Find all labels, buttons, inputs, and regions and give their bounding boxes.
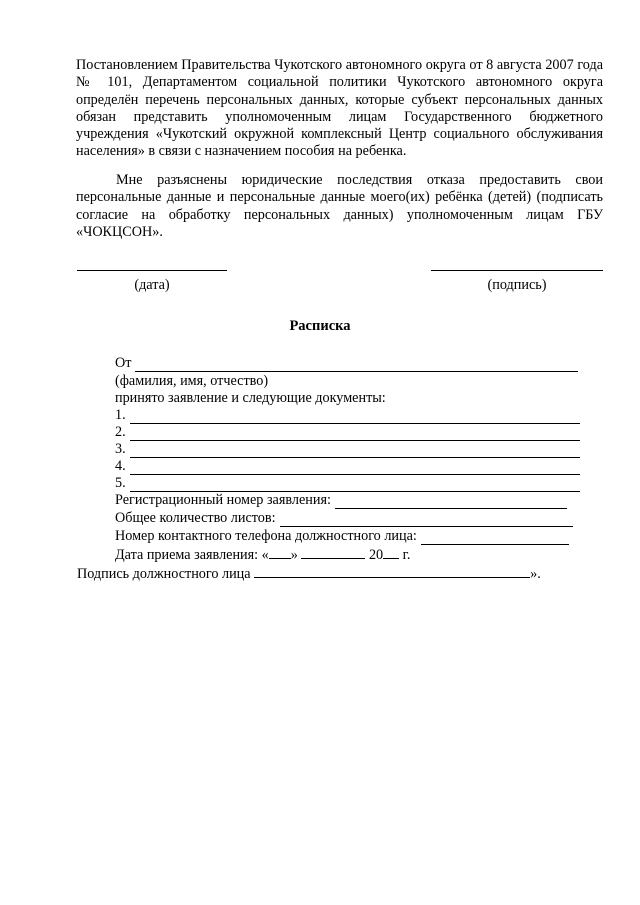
official-sign-end: ».	[530, 566, 541, 582]
date-received-row	[115, 546, 410, 563]
from-label: От	[115, 355, 132, 371]
from-row	[115, 355, 578, 372]
document-field[interactable]	[130, 445, 580, 458]
official-sign-row	[77, 565, 541, 582]
document-field[interactable]	[130, 411, 580, 424]
consent-paragraph: Мне разъяснены юридические последствия отказа предоставить свои персональные данные и персональные данные моего(их) ребёнка (детей) (подписать согласие на обработку персональных данных) уполномоченным лицам ГБУ «ЧОКЦСОН».	[76, 172, 603, 240]
day-field[interactable]	[269, 546, 291, 559]
document-row	[115, 475, 580, 492]
fio-hint: (фамилия, имя, отчество)	[115, 373, 269, 389]
year-suffix: г.	[402, 547, 411, 563]
document-field[interactable]	[130, 479, 580, 492]
document-number: 3.	[115, 441, 126, 457]
date-mid: »	[290, 547, 298, 563]
document-row	[115, 441, 580, 458]
reg-number-label: Регистрационный номер заявления:	[115, 492, 331, 508]
accepted-text: принято заявление и следующие документы:	[115, 390, 386, 406]
sheets-field[interactable]	[280, 514, 573, 527]
from-field[interactable]	[135, 359, 578, 372]
document-row	[115, 424, 580, 441]
date-signature-line[interactable]	[77, 270, 227, 271]
document-number: 4.	[115, 458, 126, 474]
date-caption: (дата)	[134, 277, 170, 293]
signature-line[interactable]	[431, 270, 603, 271]
intro-paragraph: Постановлением Правительства Чукотского автономного округа от 8 августа 2007 года № 101, Департаментом социальной политики Чукотского автономного округа определён перечень персональных данных, которые субъект персональных данных обязан представить уполномоченным лицам Государственного бюджетного учреждения «Чукотский окружной комплексный Центр социального обслуживания населения» в связи с назначением пособия на ребенка.	[76, 57, 603, 160]
signature-caption: (подпись)	[487, 277, 547, 293]
month-field[interactable]	[301, 546, 365, 559]
sheets-label: Общее количество листов:	[115, 510, 276, 526]
receipt-title: Расписка	[289, 318, 351, 334]
phone-field[interactable]	[421, 532, 569, 545]
phone-label: Номер контактного телефона должностного лица:	[115, 528, 417, 544]
reg-number-row	[115, 492, 567, 509]
official-sign-label: Подпись должностного лица	[77, 566, 251, 582]
year-prefix: 20	[368, 547, 384, 563]
document-number: 2.	[115, 424, 126, 440]
phone-row	[115, 528, 569, 545]
year-field[interactable]	[383, 546, 399, 559]
date-received-label: Дата приема заявления: «	[115, 547, 269, 563]
document-number: 1.	[115, 407, 126, 423]
document-number: 5.	[115, 475, 126, 491]
document-row	[115, 407, 580, 424]
sheets-row	[115, 510, 573, 527]
document-field[interactable]	[130, 462, 580, 475]
reg-number-field[interactable]	[335, 496, 567, 509]
official-sign-field[interactable]	[254, 565, 530, 578]
document-row	[115, 458, 580, 475]
document-field[interactable]	[130, 428, 580, 441]
